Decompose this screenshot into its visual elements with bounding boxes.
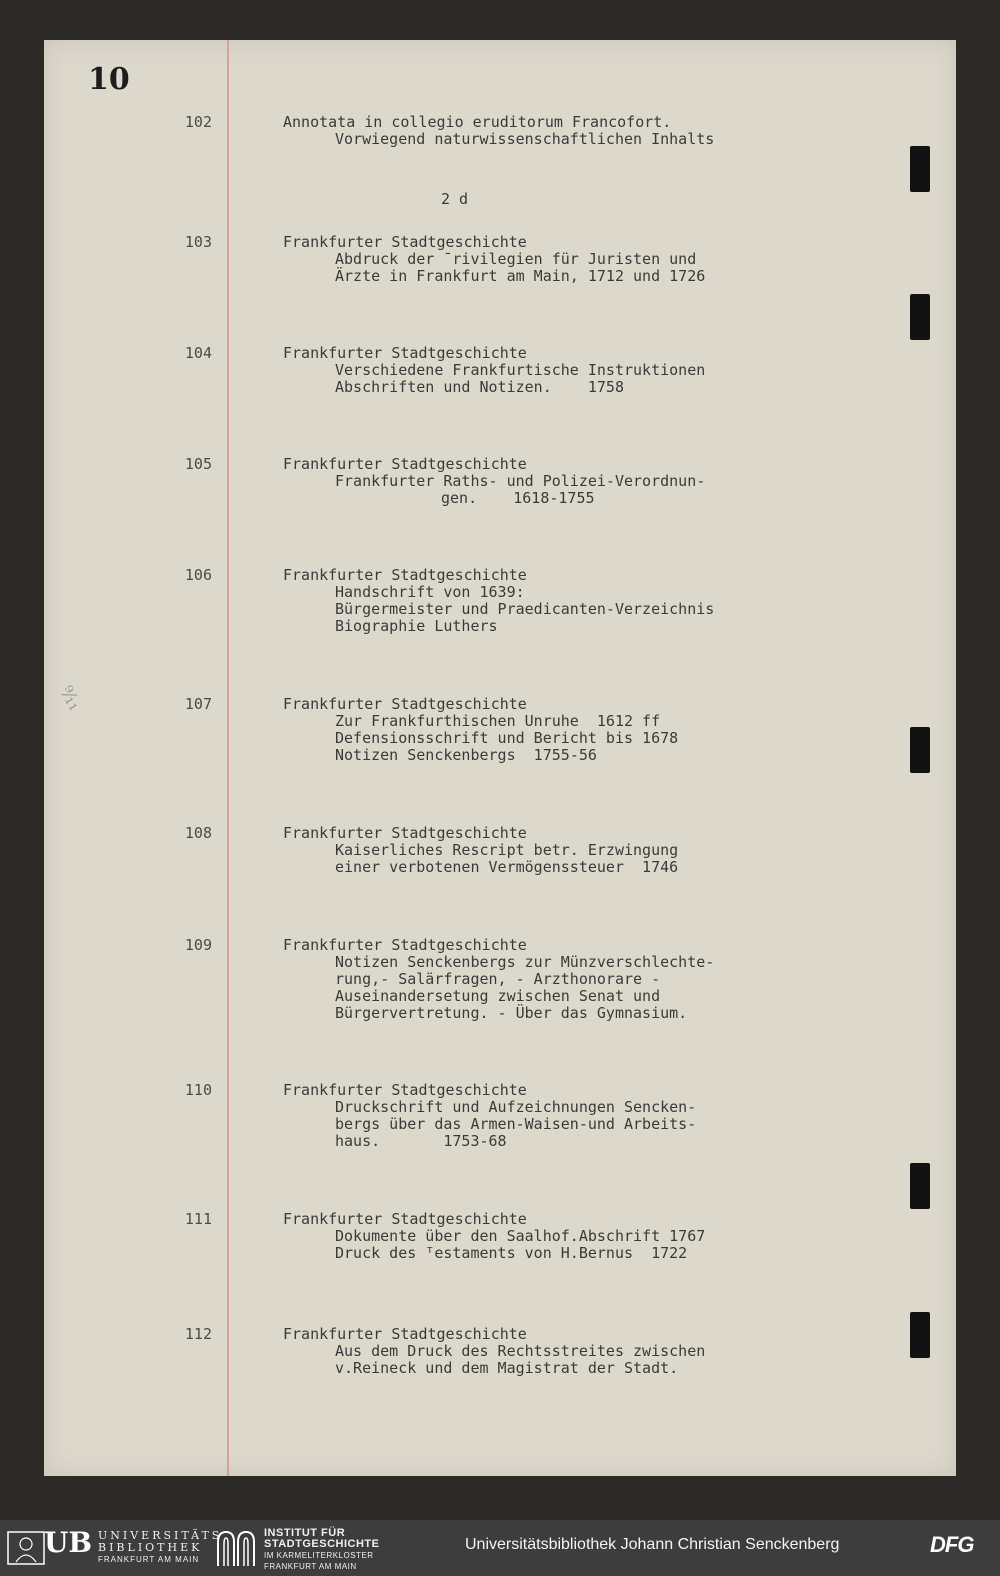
ub-line3: FRANKFURT AM MAIN — [98, 1555, 200, 1564]
entry-title: Frankfurter Stadtgeschichte — [283, 1081, 527, 1099]
entry-line: Druckschrift und Aufzeichnungen Sencken- — [335, 1098, 697, 1116]
entry-title: Frankfurter Stadtgeschichte — [283, 566, 527, 584]
entry-line: haus. 1753-68 — [335, 1132, 507, 1150]
entry-line: Biographie Luthers — [335, 617, 498, 635]
entry-line: Handschrift von 1639: — [335, 583, 525, 601]
entry-number: 103 — [184, 233, 212, 251]
entry-title: Annotata in collegio eruditorum Francofort. — [283, 113, 672, 131]
ub-logo-text: UB — [44, 1526, 93, 1559]
pencil-annotation: ⁹⁄₁₁ — [55, 682, 86, 715]
entry-title: Frankfurter Stadtgeschichte — [283, 824, 527, 842]
isg-line3: IM KARMELITERKLOSTER — [264, 1551, 374, 1560]
entry-description — [283, 937, 843, 1022]
entry-number: 109 — [184, 936, 212, 954]
entry-description — [283, 825, 843, 876]
isg-line4: FRANKFURT AM MAIN — [264, 1562, 357, 1571]
index-tab — [910, 727, 930, 773]
ub-name — [98, 1530, 222, 1566]
entry-number: 106 — [184, 566, 212, 584]
entry-line: einer verbotenen Vermögenssteuer 1746 — [335, 858, 679, 876]
entry-number: 105 — [184, 455, 212, 473]
entry-line: Dokumente über den Saalhof.Abschrift 1767 — [335, 1227, 706, 1245]
entry-line: Auseinandersetung zwischen Senat und — [335, 987, 661, 1005]
entry-line: Notizen Senckenbergs 1755-56 — [335, 746, 597, 764]
entry-title: Frankfurter Stadtgeschichte — [283, 1210, 527, 1228]
entry-title: Frankfurter Stadtgeschichte — [283, 344, 527, 362]
entry-line: Abschriften und Notizen. 1758 — [335, 378, 624, 396]
index-tab — [910, 146, 930, 192]
entry-line: Defensionsschrift und Bericht bis 1678 — [335, 729, 679, 747]
entry-description — [283, 114, 843, 148]
entry-line: Verschiedene Frankfurtische Instruktionen — [335, 361, 706, 379]
ub-line1: UNIVERSITÄTS — [98, 1529, 223, 1542]
entry-line: Druck des ᵀestaments von H.Bernus 1722 — [335, 1244, 688, 1262]
entry-description — [283, 567, 843, 635]
entry-line: Ärzte in Frankfurt am Main, 1712 und 1726 — [335, 267, 706, 285]
dfg-logo: DFG — [930, 1532, 974, 1557]
entry-line: bergs über das Armen-Waisen-und Arbeits- — [335, 1115, 697, 1133]
entry-description — [283, 345, 843, 396]
entry-description — [283, 1326, 843, 1377]
page-number: 10 — [88, 62, 130, 97]
footer-title: Universitätsbibliothek Johann Christian Senckenberg — [465, 1536, 840, 1553]
isg-line1: INSTITUT FÜR — [264, 1527, 346, 1539]
entry-line: Bürgermeister und Praedicanten-Verzeichnis — [335, 600, 715, 618]
isg-line2: STADTGESCHICHTE — [264, 1538, 380, 1550]
entry-line: v.Reineck und dem Magistrat der Stadt. — [335, 1359, 679, 1377]
entry-line: Notizen Senckenbergs zur Münzverschlechte- — [335, 953, 715, 971]
entry-line: Frankfurter Raths- und Polizei-Verordnun- — [335, 472, 706, 490]
entry-number: 104 — [184, 344, 212, 362]
entry-line: Kaiserliches Rescript betr. Erzwingung — [335, 841, 679, 859]
entry-number: 102 — [184, 113, 212, 131]
entry-number: 111 — [184, 1210, 212, 1228]
entry-line: gen. 1618-1755 — [441, 489, 595, 507]
entry-title: Frankfurter Stadtgeschichte — [283, 936, 527, 954]
entry-number: 110 — [184, 1081, 212, 1099]
entry-description — [283, 234, 843, 285]
entry-description — [283, 456, 843, 507]
isg-name — [264, 1528, 379, 1572]
entry-title: Frankfurter Stadtgeschichte — [283, 455, 527, 473]
entry-line: Bürgervertretung. - Über das Gymnasium. — [335, 1004, 688, 1022]
index-tab — [910, 1163, 930, 1209]
ub-line2: BIBLIOTHEK — [98, 1541, 203, 1554]
entry-title: Frankfurter Stadtgeschichte — [283, 695, 527, 713]
section-label: 2 d — [441, 190, 469, 208]
footer-bar — [0, 1520, 1000, 1576]
entry-line: Abdruck der ˉrivilegien für Juristen und — [335, 250, 697, 268]
entry-line: Zur Frankfurthischen Unruhe 1612 ff — [335, 712, 661, 730]
entry-line: rung,- Salärfragen, - Arzthonorare - — [335, 970, 661, 988]
entry-line: Vorwiegend naturwissenschaftlichen Inhalts — [335, 130, 715, 148]
entry-number: 107 — [184, 695, 212, 713]
entry-number: 108 — [184, 824, 212, 842]
entry-line: Aus dem Druck des Rechtsstreites zwischen — [335, 1342, 706, 1360]
entry-title: Frankfurter Stadtgeschichte — [283, 233, 527, 251]
entry-description — [283, 1211, 843, 1262]
entry-title: Frankfurter Stadtgeschichte — [283, 1325, 527, 1343]
margin-line — [227, 40, 229, 1476]
entry-description — [283, 1082, 843, 1150]
entry-number: 112 — [184, 1325, 212, 1343]
isg-logo-icon — [214, 1528, 258, 1568]
entry-description — [283, 696, 843, 764]
index-tab — [910, 1312, 930, 1358]
index-tab — [910, 294, 930, 340]
